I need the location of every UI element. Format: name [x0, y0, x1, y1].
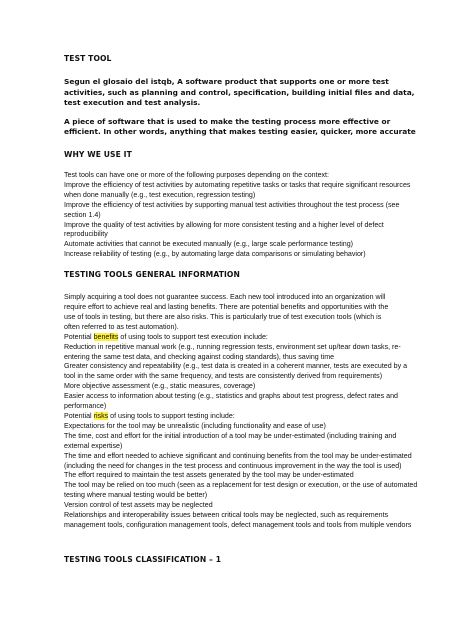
risks-suffix: of using tools to support testing include:	[108, 412, 235, 420]
risks-body: Expectations for the tool may be unrealistic (including functionality and ease of use) The time, cost and effort for the initial introduction of a tool may be under-estimated (including training and external expertise) The time and effort needed to achieve significant and continuing benefits from the tool may be under-estimated (including the need for changes in the test process and continuous improvement in the way the tool is used) The effort required to maintain the test assets generated by the tool may be under-estimated The tool may be relied on too much (seen as a replacement for test design or execution, or the use of automated testing where manual testing would be better) Version control of test assets may be neglected Relationships and interoperability issues between critical tools may be neglected, such as requirements management tools, configuration management tools, defect management tools and tools from multiple vendors	[64, 421, 418, 529]
benefits-suffix: of using tools to support test execution include:	[118, 332, 268, 341]
benefits-body: Reduction in repetitive manual work (e.g., running regression tests, environment set up/tear down tasks, re-entering the same test data, and checking against coding standards), thus saving time Greater consistency and repeatability (e.g., test data is created in a coherent manner, tests are executed by a tool in the same order with the same frequency, and tests are consistently derived from requirements) More objective assessment (e.g., static measures, coverage) Easier access to information about testing (e.g., statistics and graphs about test progress, defect rates and performance)	[64, 342, 408, 411]
why-heading: WHY WE USE IT	[64, 149, 132, 159]
definition-general: A piece of software that is used to make the testing process more effective or efficient. In other words, anything that makes testing easier, quicker, more accurate	[64, 116, 416, 137]
general-heading: TESTING TOOLS GENERAL INFORMATION	[64, 270, 240, 280]
classification-heading: TESTING TOOLS CLASSIFICATION – 1	[64, 554, 222, 564]
benefits-prefix: Potential	[64, 332, 94, 341]
benefits-lead	[64, 333, 418, 343]
why-body: Test tools can have one or more of the following purposes depending on the context: Improve the efficiency of test activities by automating repetitive tasks or tasks that require significant resources when done manually (e.g., test execution, regression testing) Improve the efficiency of test activities by supporting manual test activities throughout the test process (see section 1.4) Improve the quality of test activities by allowing for more consistent testing and a higher level of defect reproducibility Automate activities that cannot be executed manually (e.g., large scale performance testing) Increase reliability of testing (e.g., by automating large data comparisons or simulating behavior)	[64, 170, 411, 259]
definition-istqb: Segun el glosaio del istqb, A software product that supports one or more test activities, such as planning and control, specification, building initial files and data, test execution and test analysis.	[64, 77, 415, 108]
doc-title: TEST TOOL	[64, 54, 112, 63]
general-intro: Simply acquiring a tool does not guarantee success. Each new tool introduced into an organization will require effort to achieve real and lasting benefits. There are potential benefits and opportunities with the use of tools in testing, but there are also risks. This is particularly true of test execution tools (which is often referred to as test automation).	[64, 293, 389, 331]
risks-lead	[64, 412, 418, 422]
benefits-highlight: benefits	[93, 332, 119, 341]
risks-prefix: Potential	[64, 412, 94, 420]
risks-highlight: risks	[93, 412, 109, 420]
